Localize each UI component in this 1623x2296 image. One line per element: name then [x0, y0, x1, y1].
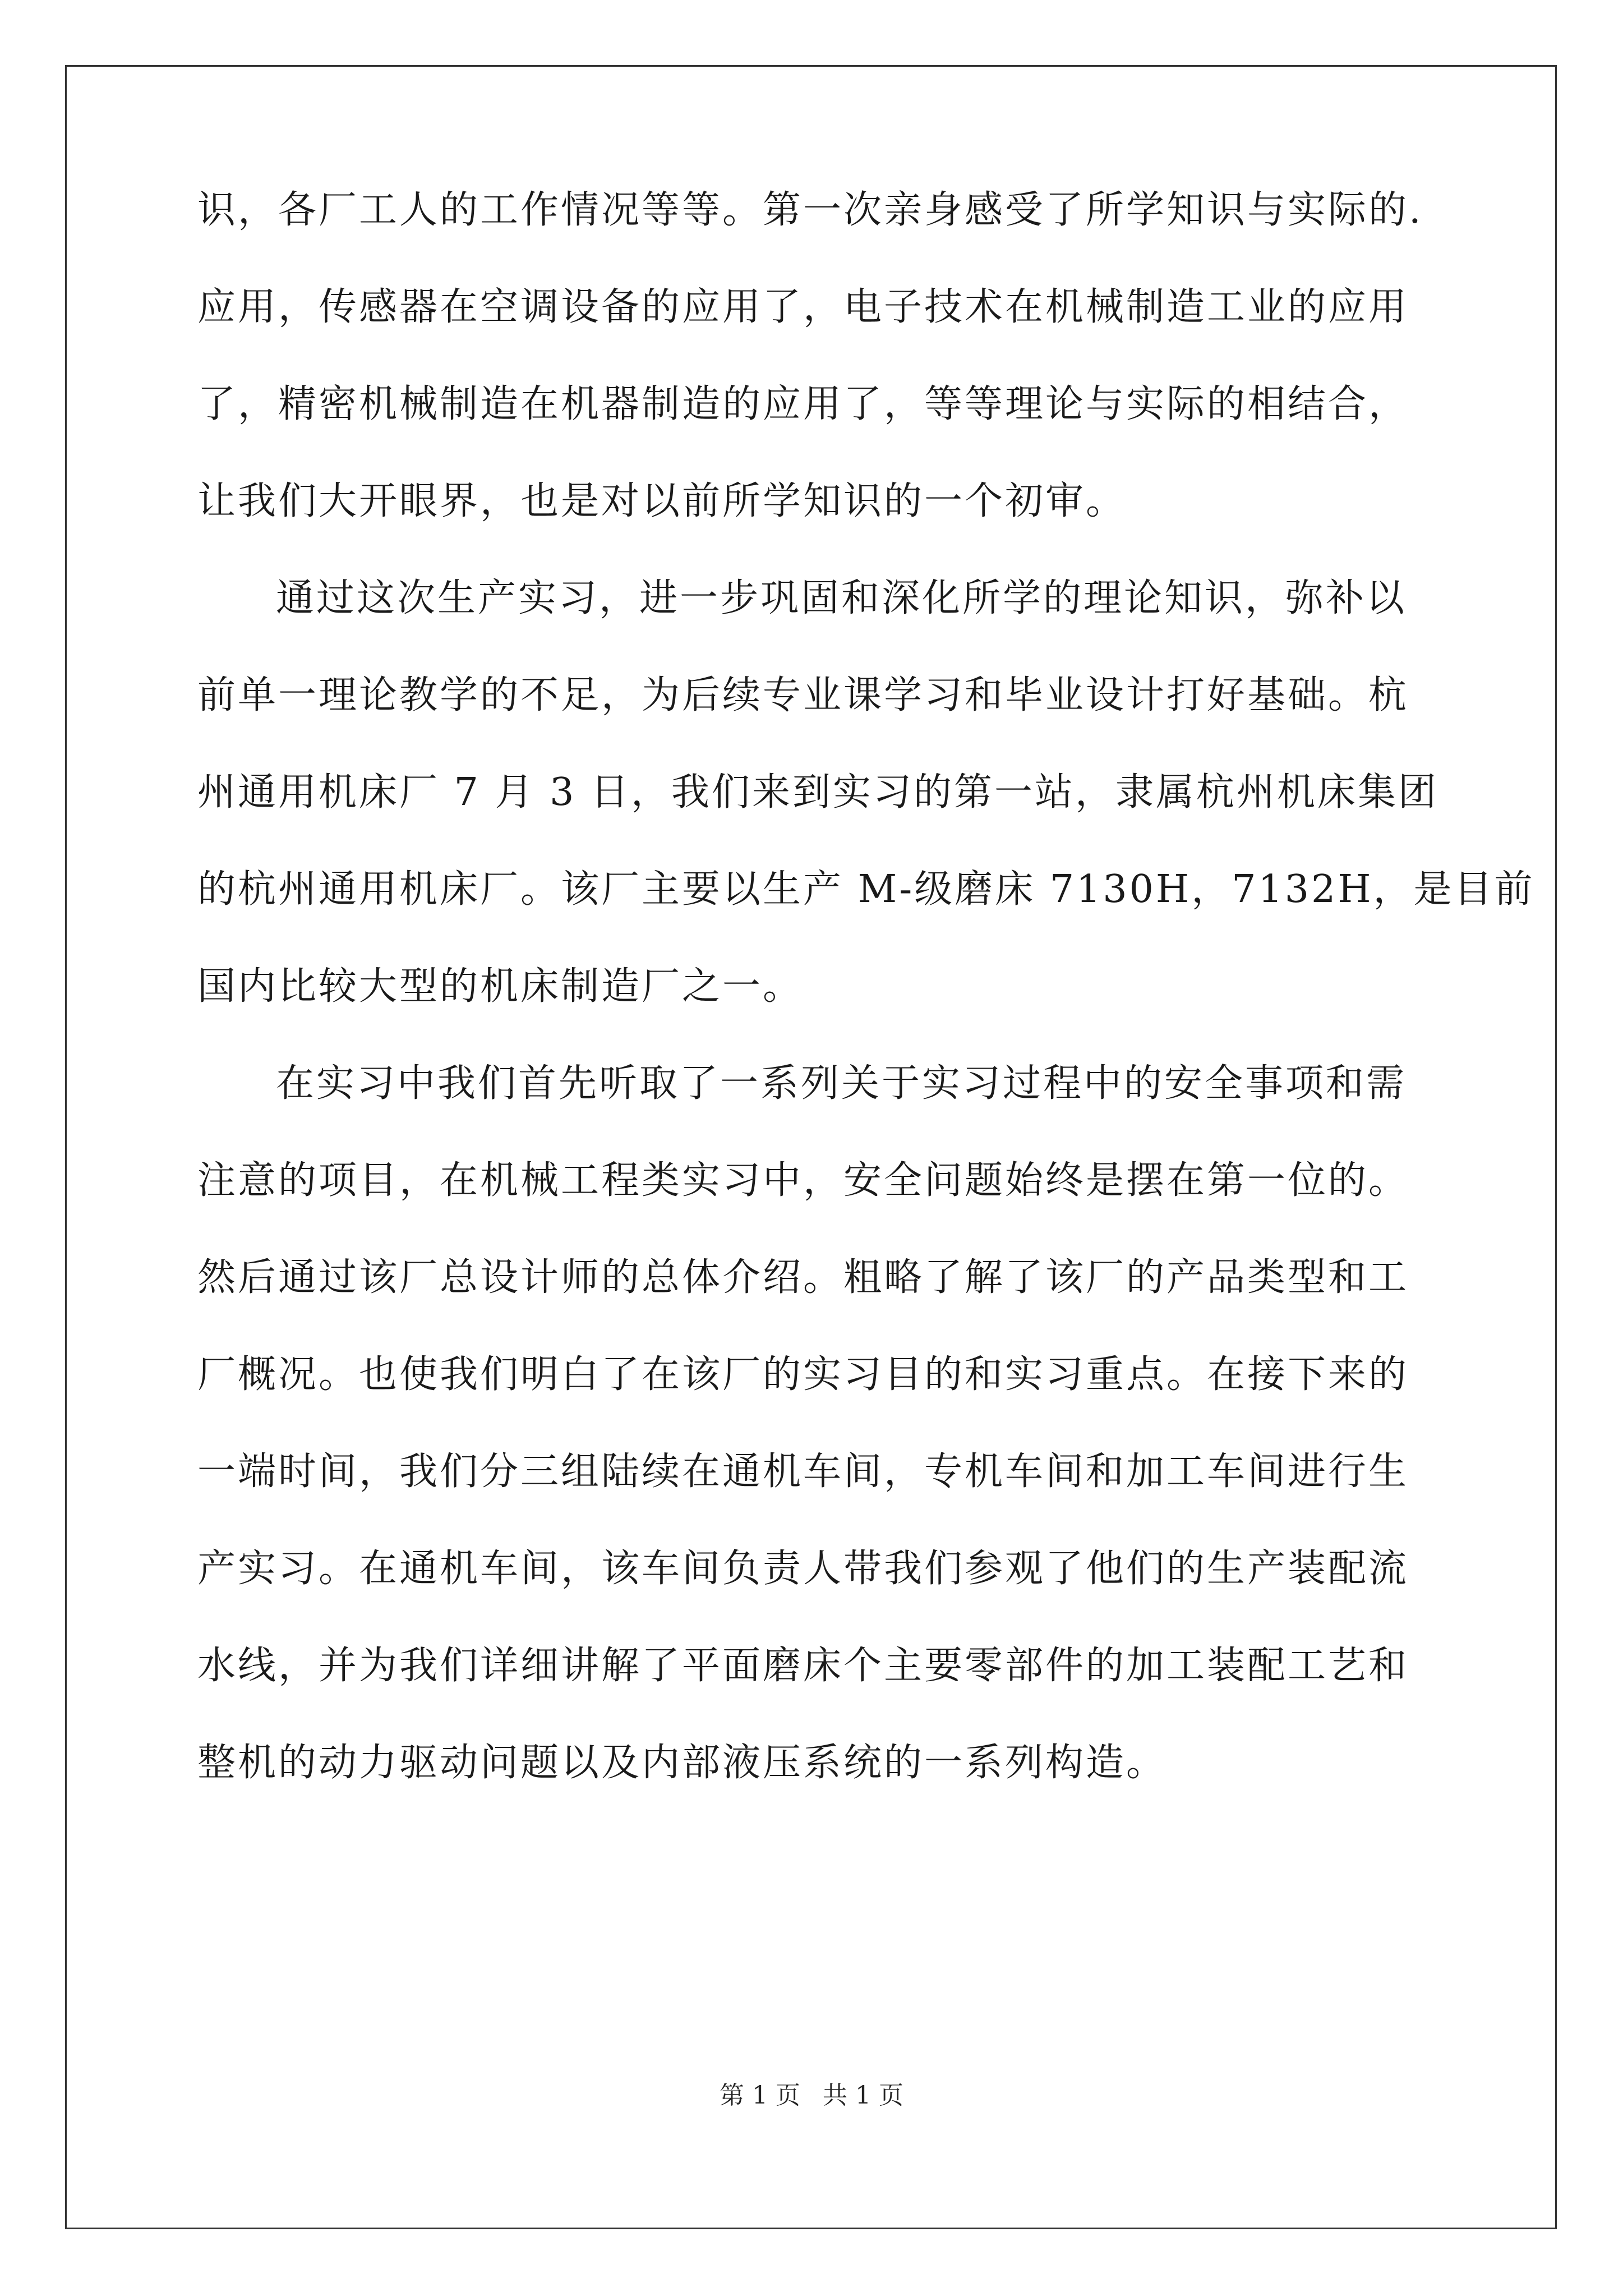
paragraph-first-line: 在实习中我们首先听取了一系列关于实习过程中的安全事项和需 [276, 1061, 1407, 1106]
text-line: 产实习。在通机车间，该车间负责人带我们参观了他们的生产装配流 [197, 1547, 1409, 1591]
paragraph-first-line: 通过这次生产实习，进一步巩固和深化所学的理论知识，弥补以 [276, 576, 1407, 620]
text-line: 一端时间，我们分三组陆续在通机车间，专机车间和加工车间进行生 [197, 1450, 1409, 1494]
text-line: 的杭州通用机床厂。该厂主要以生产 M-级磨床 7130H，7132H，是目前 [197, 867, 1535, 912]
text-line: 整机的动力驱动问题以及内部液压系统的一系列构造。 [197, 1741, 1167, 1785]
text-line: 识，各厂工人的工作情况等等。第一次亲身感受了所学知识与实际的. [197, 188, 1423, 232]
page-number-total: 共 1 页 [823, 2081, 903, 2110]
text-line: 国内比较大型的机床制造厂之一。 [197, 964, 804, 1009]
text-line: 厂概况。也使我们明白了在该厂的实习目的和实习重点。在接下来的 [197, 1352, 1409, 1397]
text-line: 前单一理论教学的不足，为后续专业课学习和毕业设计打好基础。杭 [197, 673, 1409, 717]
text-line: 应用，传感器在空调设备的应用了，电子技术在机械制造工业的应用 [197, 285, 1409, 329]
page-number-current: 第 1 页 [720, 2081, 800, 2110]
document-body [197, 185, 1535, 1835]
page-footer [0, 2079, 1623, 2113]
text-line: 然后通过该厂总设计师的总体介绍。粗略了解了该厂的产品类型和工 [197, 1255, 1409, 1300]
text-line: 了，精密机械制造在机器制造的应用了，等等理论与实际的相结合， [197, 382, 1409, 426]
text-line: 注意的项目，在机械工程类实习中，安全问题始终是摆在第一位的。 [197, 1158, 1409, 1203]
text-line: 让我们大开眼界，也是对以前所学知识的一个初审。 [197, 479, 1127, 523]
text-line: 州通用机床厂 7 月 3 日，我们来到实习的第一站，隶属杭州机床集团 [197, 770, 1438, 815]
text-line: 水线，并为我们详细讲解了平面磨床个主要零部件的加工装配工艺和 [197, 1644, 1409, 1688]
